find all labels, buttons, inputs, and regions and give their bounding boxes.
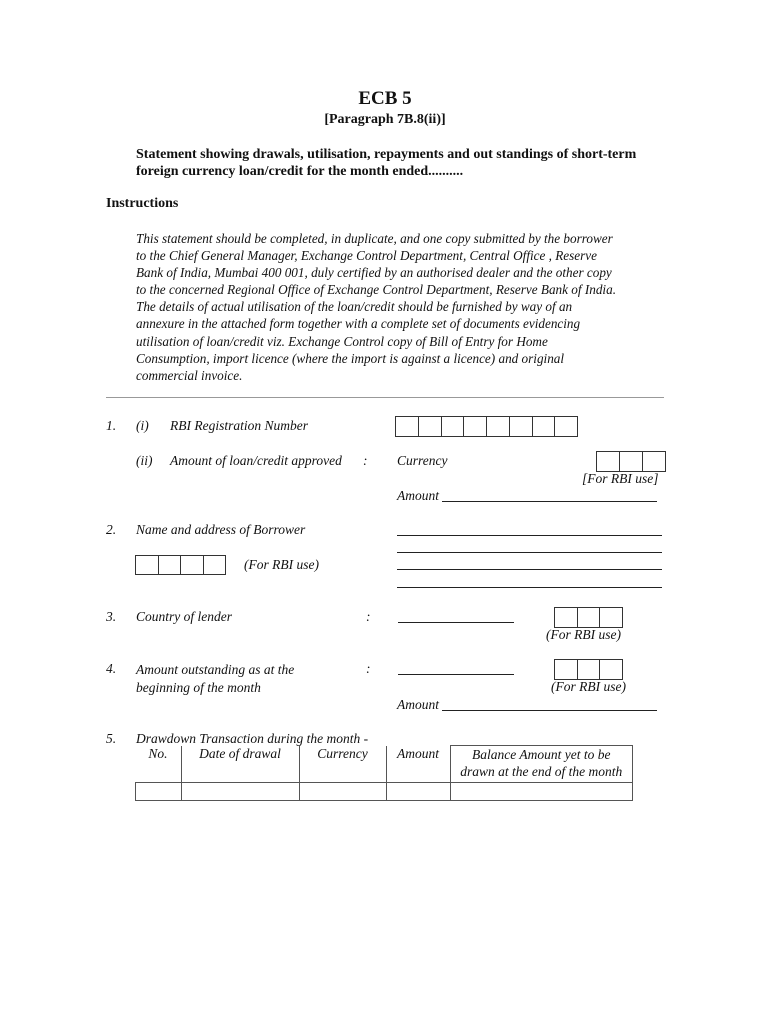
instruction-line: annexure in the attached form together with a complete set of documents evidencing [136, 316, 581, 332]
paragraph-reference: [Paragraph 7B.8(ii)] [324, 112, 446, 127]
instruction-line: to the Chief General Manager, Exchange Control Department, Central Office , Reserve [136, 248, 597, 264]
item-1-number: 1. [106, 418, 117, 433]
item-4-amount-field[interactable] [442, 710, 657, 711]
cell-date-of-drawal[interactable] [181, 783, 299, 801]
section-divider [106, 397, 664, 398]
code-box[interactable] [136, 556, 159, 574]
instructions-heading: Instructions [106, 196, 179, 211]
rbi-registration-label: RBI Registration Number [170, 418, 308, 433]
instruction-line: Consumption, import licence (where the import is against a licence) and original [136, 350, 565, 366]
item-4-rbi-use-note: (For RBI use) [551, 679, 626, 694]
cell-currency[interactable] [299, 783, 386, 801]
code-box[interactable] [204, 556, 226, 574]
borrower-name-address-label: Name and address of Borrower [136, 522, 306, 537]
code-box[interactable] [597, 452, 620, 471]
code-box[interactable] [578, 608, 601, 627]
form-title: ECB 5 [358, 88, 412, 109]
instruction-line: commercial invoice. [136, 367, 243, 383]
instruction-line: Bank of India, Mumbai 400 001, duly certified by an authorised dealer and the other copy [136, 265, 612, 281]
item-5-number: 5. [106, 731, 117, 746]
borrower-address-line-2[interactable] [397, 552, 662, 553]
col-header-amount: Amount [386, 746, 450, 783]
item-3-rbi-use-note: (For RBI use) [546, 627, 621, 642]
col-header-date-of-drawal: Date of drawal [181, 746, 299, 783]
col-header-balance-line-1: Balance Amount yet to be [472, 747, 611, 762]
instruction-line: to the concerned Regional Office of Exchange Control Department, Reserve Bank of India. [136, 282, 616, 298]
borrower-address-line-1[interactable] [397, 535, 662, 536]
digit-box[interactable] [464, 417, 487, 436]
country-of-lender-field[interactable] [398, 622, 514, 623]
code-box[interactable] [600, 660, 622, 679]
country-of-lender-label: Country of lender [136, 609, 232, 624]
outstanding-code-boxes[interactable] [554, 659, 623, 680]
borrower-code-boxes[interactable] [135, 555, 226, 575]
statement-line-2: foreign currency loan/credit for the month ended.......... [136, 164, 464, 179]
item-3-number: 3. [106, 609, 117, 624]
cell-amount[interactable] [386, 783, 450, 801]
item-1-amount-label: Amount [397, 488, 439, 503]
currency-code-boxes[interactable] [596, 451, 666, 472]
loan-amount-approved-label: Amount of loan/credit approved [170, 453, 342, 468]
item-1-rbi-use-note: [For RBI use] [582, 471, 659, 486]
item-4-colon: : [366, 661, 371, 676]
item-4-number: 4. [106, 661, 117, 676]
amount-outstanding-field[interactable] [398, 674, 514, 675]
digit-box[interactable] [442, 417, 465, 436]
currency-label: Currency [397, 453, 448, 468]
borrower-address-line-4[interactable] [397, 587, 662, 588]
item-4-amount-label: Amount [397, 697, 439, 712]
item-1-colon: : [363, 453, 368, 468]
amount-outstanding-label-line-2: beginning of the month [136, 680, 261, 695]
cell-balance-amount[interactable] [450, 783, 633, 801]
statement-description [136, 146, 676, 180]
code-box[interactable] [643, 452, 665, 471]
code-box[interactable] [578, 660, 601, 679]
code-box[interactable] [600, 608, 622, 627]
digit-box[interactable] [396, 417, 419, 436]
drawdown-table-header [136, 746, 633, 783]
drawdown-transaction-label: Drawdown Transaction during the month - [136, 731, 369, 746]
item-3-colon: : [366, 609, 371, 624]
code-box[interactable] [159, 556, 182, 574]
digit-box[interactable] [533, 417, 556, 436]
code-box[interactable] [555, 608, 578, 627]
code-box[interactable] [181, 556, 204, 574]
col-header-balance-line-2: drawn at the end of the month [460, 764, 623, 779]
col-header-balance-amount [450, 746, 633, 783]
col-header-currency: Currency [299, 746, 386, 783]
amount-outstanding-label [136, 661, 294, 697]
item-2-number: 2. [106, 522, 117, 537]
instruction-line: The details of actual utilisation of the loan/credit should be furnished by way of an [136, 299, 573, 315]
drawdown-table [135, 745, 633, 801]
rbi-registration-number-boxes[interactable] [395, 416, 578, 437]
item-2-rbi-use-note: (For RBI use) [244, 557, 319, 572]
digit-box[interactable] [555, 417, 577, 436]
cell-no[interactable] [136, 783, 182, 801]
code-box[interactable] [555, 660, 578, 679]
item-1-sub-ii: (ii) [136, 453, 153, 468]
digit-box[interactable] [487, 417, 510, 436]
item-1-amount-field[interactable] [442, 501, 657, 502]
table-row [136, 783, 633, 801]
amount-outstanding-label-line-1: Amount outstanding as at the [136, 662, 295, 677]
statement-line-1: Statement showing drawals, utilisation, repayments and out standings of short-term [136, 147, 637, 162]
instructions-body [136, 230, 676, 384]
item-1-sub-i: (i) [136, 418, 149, 433]
borrower-address-line-3[interactable] [397, 569, 662, 570]
country-code-boxes[interactable] [554, 607, 623, 628]
digit-box[interactable] [419, 417, 442, 436]
code-box[interactable] [620, 452, 643, 471]
instruction-line: utilisation of loan/credit viz. Exchange Control copy of Bill of Entry for Home [136, 333, 548, 349]
instruction-line: This statement should be completed, in duplicate, and one copy submitted by the borrower [136, 231, 613, 246]
digit-box[interactable] [510, 417, 533, 436]
col-header-no: No. [136, 746, 182, 783]
